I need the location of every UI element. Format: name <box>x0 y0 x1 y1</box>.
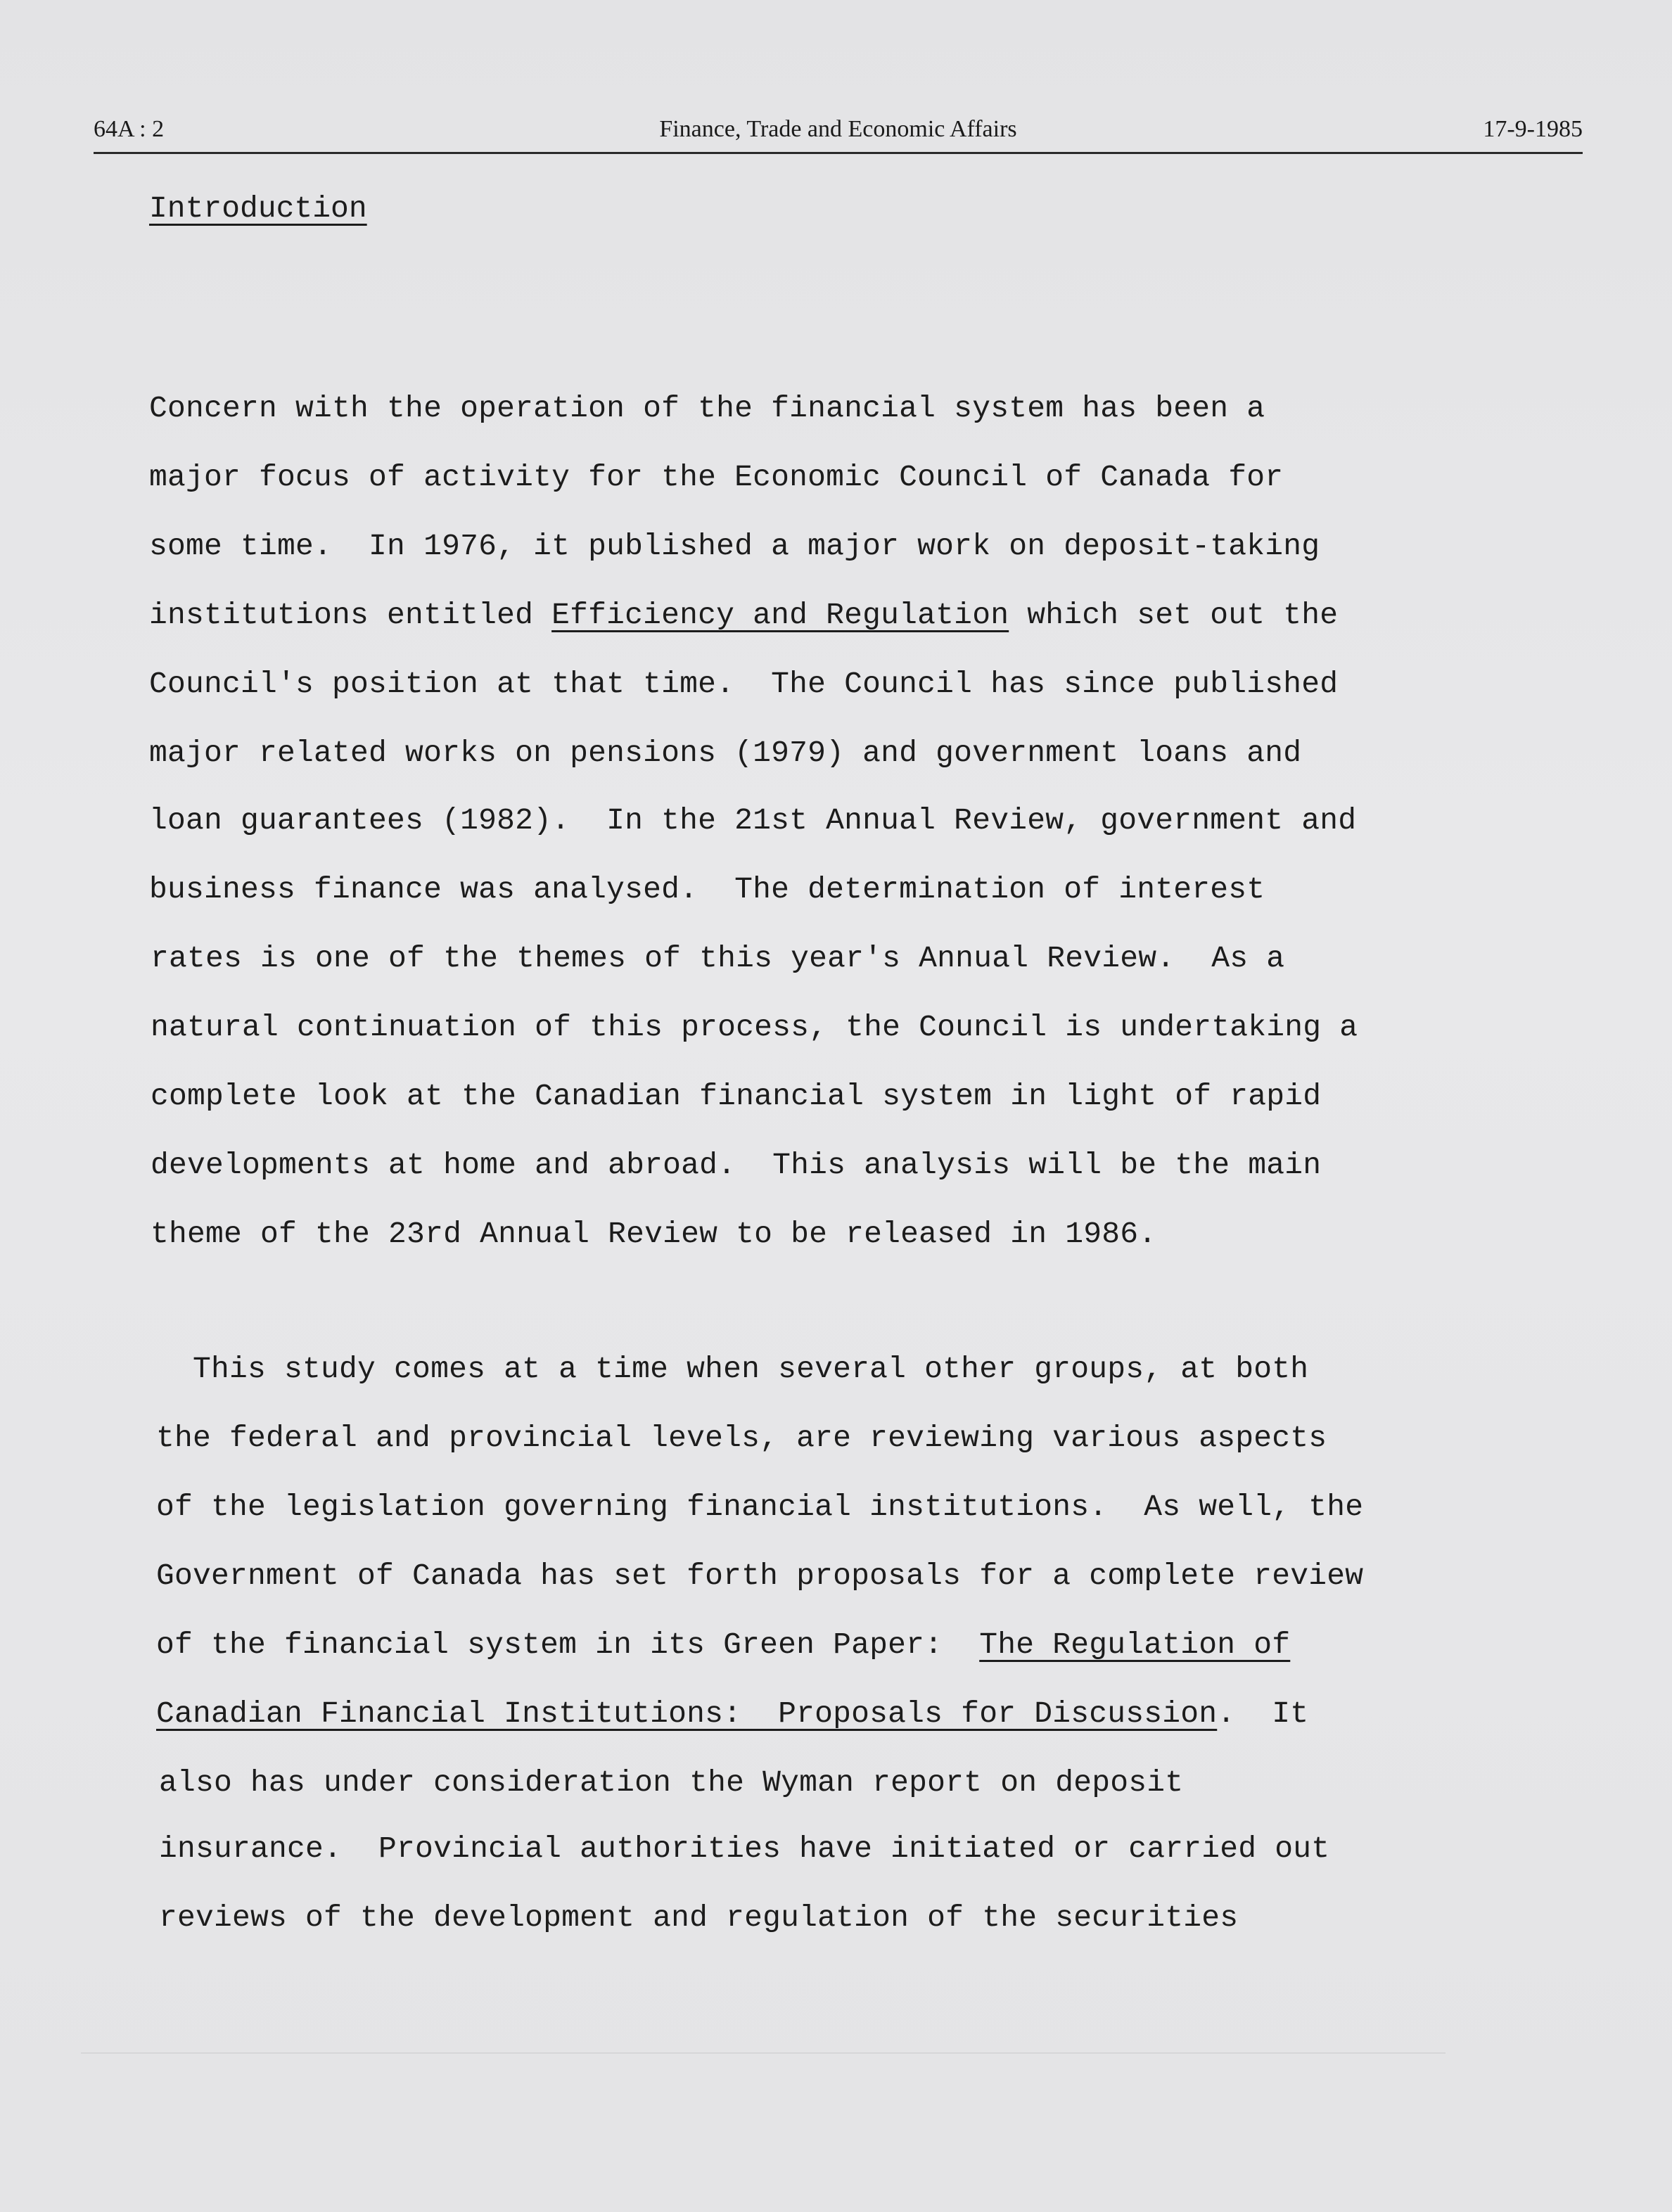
running-header <box>94 116 1583 153</box>
underlined-title: Canadian Financial Institutions: Proposals for Discussion <box>156 1696 1218 1731</box>
text-line: complete look at the Canadian financial system in light of rapid <box>151 1079 1322 1113</box>
text-segment: of the financial system in its Green Paper: <box>156 1628 980 1662</box>
header-date: 17-9-1985 <box>1483 116 1583 142</box>
text-line: Concern with the operation of the financial system has been a <box>149 391 1265 426</box>
text-line: major focus of activity for the Economic Council of Canada for <box>149 460 1284 494</box>
text-segment: which set out the <box>1009 598 1339 632</box>
page-number: 64A : 2 <box>94 116 165 142</box>
text-line: theme of the 23rd Annual Review to be released in 1986. <box>151 1217 1157 1251</box>
text-line: loan guarantees (1982). In the 21st Annual Review, government and <box>149 803 1357 838</box>
text-line: natural continuation of this process, the Council is undertaking a <box>151 1010 1358 1044</box>
text-line <box>156 1696 1308 1731</box>
text-line: Government of Canada has set forth proposals for a complete review <box>156 1559 1364 1593</box>
header-title: Finance, Trade and Economic Affairs <box>659 116 1017 142</box>
text-line: insurance. Provincial authorities have initiated or carried out <box>159 1831 1330 1866</box>
text-line: of the legislation governing financial institutions. As well, the <box>156 1490 1364 1524</box>
footer-divider <box>81 2052 1446 2054</box>
text-line: some time. In 1976, it published a major work on deposit-taking <box>149 529 1320 563</box>
text-line: the federal and provincial levels, are reviewing various aspects <box>156 1421 1327 1455</box>
underlined-title: The Regulation of <box>979 1628 1291 1662</box>
section-heading: Introduction <box>149 191 367 226</box>
text-line: Council's position at that time. The Council has since published <box>149 667 1339 701</box>
text-line: developments at home and abroad. This analysis will be the main <box>151 1148 1322 1182</box>
header-divider <box>94 152 1583 154</box>
text-line: rates is one of the themes of this year's Annual Review. As a <box>151 941 1285 976</box>
text-line: business finance was analysed. The determination of interest <box>149 872 1265 907</box>
text-segment: . It <box>1217 1696 1309 1731</box>
text-line: major related works on pensions (1979) and government loans and <box>149 736 1302 770</box>
underlined-title: Efficiency and Regulation <box>551 598 1009 632</box>
text-segment: institutions entitled <box>149 598 552 632</box>
text-line <box>149 598 1338 632</box>
text-line: reviews of the development and regulation of the securities <box>159 1900 1239 1935</box>
text-line: This study comes at a time when several other groups, at both <box>156 1352 1309 1386</box>
text-line <box>156 1628 1290 1662</box>
text-line: also has under consideration the Wyman report on deposit <box>159 1765 1184 1800</box>
